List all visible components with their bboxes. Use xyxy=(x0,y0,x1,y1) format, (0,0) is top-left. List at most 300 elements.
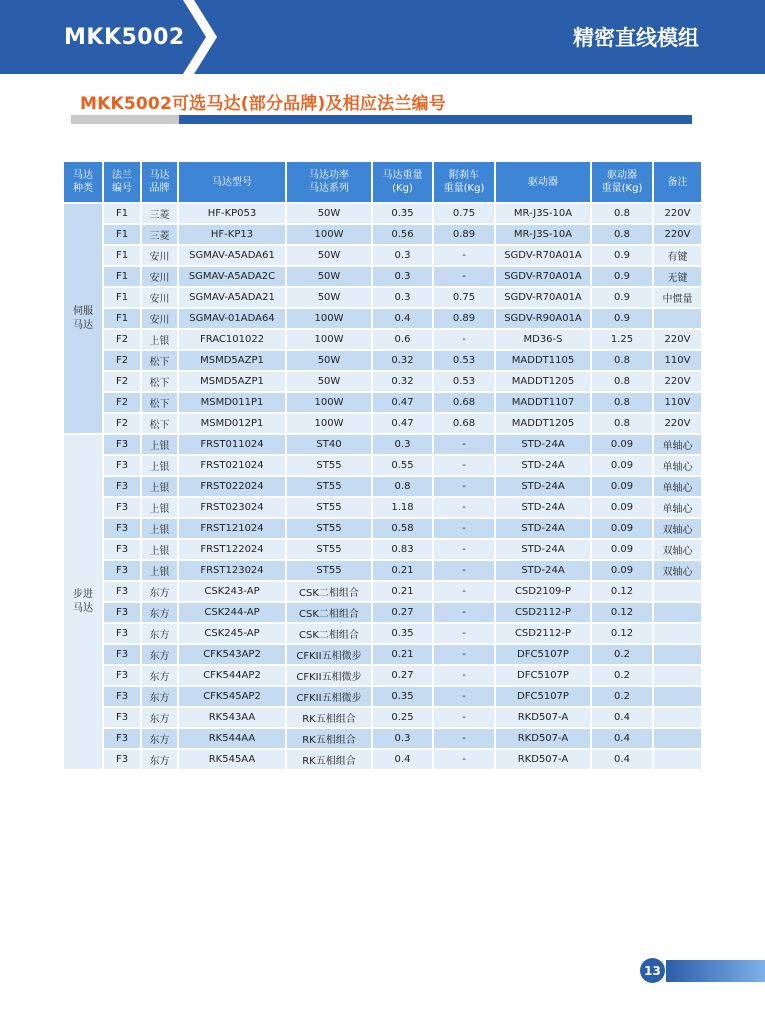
table-cell: FRST022024 xyxy=(179,477,285,496)
table-cell: 0.12 xyxy=(592,582,652,601)
table-cell: 有键 xyxy=(654,246,701,265)
table-cell: 0.53 xyxy=(434,351,494,370)
table-cell xyxy=(654,666,701,685)
table-cell: 0.35 xyxy=(373,687,432,706)
header-bar xyxy=(0,0,765,74)
table-cell: 双轴心 xyxy=(654,561,701,580)
table-cell: MD36-S xyxy=(496,330,590,349)
table-cell: MR-J3S-10A xyxy=(496,204,590,223)
table-cell: 50W xyxy=(287,267,371,286)
table-cell: F3 xyxy=(104,477,140,496)
table-cell: 0.09 xyxy=(592,456,652,475)
column-header-line: 附刹车 xyxy=(449,170,479,181)
table-cell: 单轴心 xyxy=(654,435,701,454)
table-cell: F3 xyxy=(104,498,140,517)
table-cell: - xyxy=(434,435,494,454)
table-cell: 东方 xyxy=(142,708,177,727)
table-row xyxy=(64,477,701,496)
table-cell: 0.3 xyxy=(373,288,432,307)
table-row xyxy=(64,624,701,643)
table-cell: CFK544AP2 xyxy=(179,666,285,685)
table-row xyxy=(64,414,701,433)
table-cell xyxy=(654,687,701,706)
table-row xyxy=(64,666,701,685)
table-cell xyxy=(654,624,701,643)
table-header-row xyxy=(64,162,701,202)
table-cell: 100W xyxy=(287,393,371,412)
table-cell: ST55 xyxy=(287,540,371,559)
table-cell: 三菱 xyxy=(142,204,177,223)
table-cell: RKD507-A xyxy=(496,729,590,748)
table-cell: CSK二相组合 xyxy=(287,603,371,622)
title-rule-gray xyxy=(71,115,179,124)
table-cell: 0.32 xyxy=(373,372,432,391)
table-cell: 0.8 xyxy=(592,372,652,391)
motor-type-label: 马达 xyxy=(73,603,93,614)
table-row xyxy=(64,561,701,580)
table-cell: - xyxy=(434,729,494,748)
table-cell: 安川 xyxy=(142,246,177,265)
column-header xyxy=(287,162,371,202)
table-cell: F3 xyxy=(104,729,140,748)
table-row xyxy=(64,603,701,622)
table-cell: STD-24A xyxy=(496,561,590,580)
table-cell: 0.09 xyxy=(592,519,652,538)
table-row xyxy=(64,393,701,412)
table-cell: CSK245-AP xyxy=(179,624,285,643)
column-header-line: 驱动器 xyxy=(528,176,558,188)
table-cell: 0.35 xyxy=(373,624,432,643)
table-cell: 0.4 xyxy=(373,750,432,769)
table-cell: F3 xyxy=(104,603,140,622)
table-cell: 0.09 xyxy=(592,435,652,454)
table-cell: 0.8 xyxy=(592,393,652,412)
table-row xyxy=(64,687,701,706)
table-row xyxy=(64,582,701,601)
table-cell xyxy=(654,309,701,328)
table-cell: 0.25 xyxy=(373,708,432,727)
table-cell: 0.9 xyxy=(592,309,652,328)
table-cell: RK543AA xyxy=(179,708,285,727)
table-cell: CSK243-AP xyxy=(179,582,285,601)
table-cell: F1 xyxy=(104,288,140,307)
column-header-line: 马达 xyxy=(149,170,170,181)
column-header xyxy=(104,162,140,202)
column-header-line: 驱动器 xyxy=(607,170,637,181)
table-cell: DFC5107P xyxy=(496,645,590,664)
table-cell: RK544AA xyxy=(179,729,285,748)
table-cell: MSMD011P1 xyxy=(179,393,285,412)
table-cell: ST55 xyxy=(287,498,371,517)
table-cell: 0.75 xyxy=(434,288,494,307)
table-cell: 0.68 xyxy=(434,393,494,412)
table-cell: 东方 xyxy=(142,603,177,622)
column-header xyxy=(434,162,494,202)
table-row xyxy=(64,456,701,475)
table-cell: 东方 xyxy=(142,645,177,664)
table-cell: F2 xyxy=(104,393,140,412)
table-cell: SGDV-R70A01A xyxy=(496,288,590,307)
table-cell: - xyxy=(434,750,494,769)
table-row xyxy=(64,288,701,307)
table-cell: - xyxy=(434,477,494,496)
table-cell: 安川 xyxy=(142,267,177,286)
table-cell: 0.21 xyxy=(373,582,432,601)
table-cell: ST55 xyxy=(287,477,371,496)
table-cell: 东方 xyxy=(142,624,177,643)
table-cell: STD-24A xyxy=(496,540,590,559)
table-cell: RK五相组合 xyxy=(287,750,371,769)
table-cell: FRST021024 xyxy=(179,456,285,475)
table-row xyxy=(64,750,701,769)
column-header-line: 马达型号 xyxy=(212,176,252,188)
table-cell: - xyxy=(434,456,494,475)
table-cell: 0.8 xyxy=(592,204,652,223)
table-cell: 0.2 xyxy=(592,645,652,664)
table-cell: 上银 xyxy=(142,330,177,349)
table-cell: F3 xyxy=(104,645,140,664)
table-cell: - xyxy=(434,582,494,601)
table-cell: - xyxy=(434,624,494,643)
column-header-line: 编号 xyxy=(112,183,132,194)
table-cell: - xyxy=(434,708,494,727)
header-model-text: MKK5002 xyxy=(64,24,185,50)
column-header xyxy=(592,162,652,202)
table-cell: 松下 xyxy=(142,393,177,412)
table-cell: 0.8 xyxy=(592,351,652,370)
table-cell: 三菱 xyxy=(142,225,177,244)
table-cell: 100W xyxy=(287,414,371,433)
table-cell: MADDT1107 xyxy=(496,393,590,412)
table-cell: MSMD5AZP1 xyxy=(179,351,285,370)
table-cell: 0.53 xyxy=(434,372,494,391)
table-cell: RKD507-A xyxy=(496,750,590,769)
table-cell: RK五相组合 xyxy=(287,708,371,727)
table-cell: 0.56 xyxy=(373,225,432,244)
table-cell: F2 xyxy=(104,372,140,391)
table-cell: F3 xyxy=(104,666,140,685)
table-cell: CFKII五相微步 xyxy=(287,687,371,706)
table-cell: STD-24A xyxy=(496,456,590,475)
table-body xyxy=(64,204,701,769)
table-cell: FRST122024 xyxy=(179,540,285,559)
table-cell: F3 xyxy=(104,582,140,601)
table-cell: 松下 xyxy=(142,414,177,433)
table-cell: MSMD012P1 xyxy=(179,414,285,433)
table-cell: 0.89 xyxy=(434,309,494,328)
table-cell: F3 xyxy=(104,624,140,643)
table-cell: HF-KP13 xyxy=(179,225,285,244)
column-header-line: 法兰 xyxy=(112,170,132,181)
column-header-line: 马达重量 xyxy=(382,170,423,181)
table-cell: 0.27 xyxy=(373,603,432,622)
table-cell: FRST023024 xyxy=(179,498,285,517)
table-row xyxy=(64,330,701,349)
table-row xyxy=(64,729,701,748)
table-cell: F2 xyxy=(104,351,140,370)
table-row xyxy=(64,267,701,286)
table-cell: FRST123024 xyxy=(179,561,285,580)
table-cell: 0.75 xyxy=(434,204,494,223)
table-cell: 0.32 xyxy=(373,351,432,370)
table-cell: 0.9 xyxy=(592,246,652,265)
table-cell: 0.9 xyxy=(592,288,652,307)
table-cell: 东方 xyxy=(142,582,177,601)
table-cell xyxy=(654,729,701,748)
table-cell: FRST121024 xyxy=(179,519,285,538)
table-row xyxy=(64,225,701,244)
motor-type-cell xyxy=(64,204,102,433)
table-cell: ST55 xyxy=(287,456,371,475)
table-cell: - xyxy=(434,603,494,622)
table-cell xyxy=(654,708,701,727)
table-cell: CSD2112-P xyxy=(496,603,590,622)
table-cell: 0.09 xyxy=(592,477,652,496)
table-cell: SGMAV-01ADA64 xyxy=(179,309,285,328)
table-cell: 上银 xyxy=(142,477,177,496)
table-cell: SGDV-R70A01A xyxy=(496,246,590,265)
table-cell: SGMAV-A5ADA21 xyxy=(179,288,285,307)
table-cell: 上银 xyxy=(142,456,177,475)
table-cell: 50W xyxy=(287,351,371,370)
table-cell: F3 xyxy=(104,687,140,706)
table-cell: 单轴心 xyxy=(654,477,701,496)
table-cell: F2 xyxy=(104,414,140,433)
table-cell: F1 xyxy=(104,267,140,286)
table-cell: F3 xyxy=(104,519,140,538)
table-cell: RK五相组合 xyxy=(287,729,371,748)
table-row xyxy=(64,435,701,454)
table-cell: 上银 xyxy=(142,498,177,517)
table-cell: RK545AA xyxy=(179,750,285,769)
table-cell: - xyxy=(434,561,494,580)
table-cell: 双轴心 xyxy=(654,519,701,538)
table-cell: - xyxy=(434,519,494,538)
table-cell: - xyxy=(434,540,494,559)
table-cell: DFC5107P xyxy=(496,666,590,685)
table-cell: 0.9 xyxy=(592,267,652,286)
table-cell: 上银 xyxy=(142,519,177,538)
table-cell: 0.09 xyxy=(592,540,652,559)
table-cell: STD-24A xyxy=(496,519,590,538)
table-cell: HF-KP053 xyxy=(179,204,285,223)
table-cell: 220V xyxy=(654,204,701,223)
title-rule-blue xyxy=(179,115,692,124)
table-cell: 0.8 xyxy=(592,225,652,244)
table-cell xyxy=(654,750,701,769)
table-cell: STD-24A xyxy=(496,435,590,454)
table-cell: 上银 xyxy=(142,540,177,559)
table-cell: CSK244-AP xyxy=(179,603,285,622)
table-cell: 东方 xyxy=(142,750,177,769)
table-row xyxy=(64,519,701,538)
column-header-line: 重量(Kg) xyxy=(443,183,485,194)
table-row xyxy=(64,498,701,517)
table-cell: 0.83 xyxy=(373,540,432,559)
table-cell: - xyxy=(434,687,494,706)
table-cell: 0.4 xyxy=(592,750,652,769)
table-cell: 0.21 xyxy=(373,645,432,664)
table-cell: 东方 xyxy=(142,729,177,748)
table-cell: SGDV-R90A01A xyxy=(496,309,590,328)
table-cell: ST55 xyxy=(287,561,371,580)
table-cell: DFC5107P xyxy=(496,687,590,706)
table-cell: 50W xyxy=(287,288,371,307)
table-cell: SGMAV-A5ADA2C xyxy=(179,267,285,286)
column-header xyxy=(179,162,285,202)
column-header xyxy=(64,162,102,202)
table-cell: MADDT1205 xyxy=(496,414,590,433)
table-cell: CSD2109-P xyxy=(496,582,590,601)
table-cell: 0.47 xyxy=(373,393,432,412)
table-cell: 100W xyxy=(287,309,371,328)
column-header-line: (Kg) xyxy=(392,183,413,194)
table-cell: 松下 xyxy=(142,372,177,391)
column-header-line: 备注 xyxy=(667,176,688,188)
table-cell: MSMD5AZP1 xyxy=(179,372,285,391)
column-header-line: 马达系列 xyxy=(309,183,349,194)
table-cell: 0.2 xyxy=(592,666,652,685)
table-row xyxy=(64,645,701,664)
table-row xyxy=(64,204,701,223)
table-cell: F3 xyxy=(104,435,140,454)
table-cell xyxy=(654,603,701,622)
table-cell: 东方 xyxy=(142,666,177,685)
table-cell: - xyxy=(434,267,494,286)
table-cell: F3 xyxy=(104,708,140,727)
table-cell: SGDV-R70A01A xyxy=(496,267,590,286)
table-cell: 上银 xyxy=(142,561,177,580)
motor-type-label: 步进 xyxy=(73,589,93,600)
table-cell: 220V xyxy=(654,225,701,244)
table-cell: CSK二相组合 xyxy=(287,624,371,643)
table-cell: MR-J3S-10A xyxy=(496,225,590,244)
table-cell: STD-24A xyxy=(496,477,590,496)
table-cell: 0.47 xyxy=(373,414,432,433)
table-cell: 无键 xyxy=(654,267,701,286)
table-cell: 50W xyxy=(287,204,371,223)
table-cell: 100W xyxy=(287,330,371,349)
table-cell: 0.12 xyxy=(592,624,652,643)
table-cell: 50W xyxy=(287,246,371,265)
table-cell: 1.25 xyxy=(592,330,652,349)
table-cell: F3 xyxy=(104,561,140,580)
column-header-line: 品牌 xyxy=(149,183,170,194)
motor-type-label: 伺服 xyxy=(73,305,93,317)
table-cell: 0.3 xyxy=(373,729,432,748)
table-cell: STD-24A xyxy=(496,498,590,517)
table-cell: 0.09 xyxy=(592,561,652,580)
table-cell: 1.18 xyxy=(373,498,432,517)
table-cell: RKD507-A xyxy=(496,708,590,727)
table-cell: - xyxy=(434,330,494,349)
table-cell: MADDT1105 xyxy=(496,351,590,370)
table-cell: ST40 xyxy=(287,435,371,454)
table-cell: 0.3 xyxy=(373,267,432,286)
column-header-line: 种类 xyxy=(73,183,93,194)
table-cell: F1 xyxy=(104,309,140,328)
table-cell: 0.89 xyxy=(434,225,494,244)
table-cell: F3 xyxy=(104,456,140,475)
header-product-name: 精密直线模组 xyxy=(573,26,699,50)
table-row xyxy=(64,708,701,727)
table-cell: F1 xyxy=(104,204,140,223)
table-cell: 0.4 xyxy=(592,729,652,748)
table-cell: 110V xyxy=(654,393,701,412)
table-cell: F1 xyxy=(104,225,140,244)
table-cell: 上银 xyxy=(142,435,177,454)
table-cell: 0.27 xyxy=(373,666,432,685)
table-cell: 0.4 xyxy=(373,309,432,328)
table-cell: 松下 xyxy=(142,351,177,370)
column-header xyxy=(142,162,177,202)
column-header xyxy=(496,162,590,202)
table-cell: 0.3 xyxy=(373,435,432,454)
table-cell: 220V xyxy=(654,330,701,349)
page-number: 13 xyxy=(640,958,665,983)
table-cell: 0.8 xyxy=(373,477,432,496)
table-cell: 安川 xyxy=(142,309,177,328)
table-cell: - xyxy=(434,498,494,517)
column-header xyxy=(654,162,701,202)
table-cell: F1 xyxy=(104,246,140,265)
table-cell: F3 xyxy=(104,540,140,559)
table-cell: FRST011024 xyxy=(179,435,285,454)
table-cell: 0.58 xyxy=(373,519,432,538)
table-cell xyxy=(654,645,701,664)
table-cell: - xyxy=(434,246,494,265)
table-row xyxy=(64,540,701,559)
column-header-line: 马达功率 xyxy=(309,170,349,181)
table-cell: 220V xyxy=(654,414,701,433)
table-row xyxy=(64,309,701,328)
table-cell: 单轴心 xyxy=(654,456,701,475)
table-cell: F2 xyxy=(104,330,140,349)
section-title: MKK5002可选马达(部分品牌)及相应法兰编号 xyxy=(80,94,446,114)
table-cell: CFKII五相微步 xyxy=(287,645,371,664)
table-cell: FRAC101022 xyxy=(179,330,285,349)
table-cell: MADDT1205 xyxy=(496,372,590,391)
table-cell: ST55 xyxy=(287,519,371,538)
table-cell: 双轴心 xyxy=(654,540,701,559)
table-cell: 安川 xyxy=(142,288,177,307)
header-model xyxy=(0,0,206,74)
footer-bar xyxy=(666,960,765,982)
table-cell: 0.21 xyxy=(373,561,432,580)
column-header-line: 马达 xyxy=(73,170,93,181)
table-cell: 0.4 xyxy=(592,708,652,727)
table-row xyxy=(64,351,701,370)
table-cell: 东方 xyxy=(142,687,177,706)
table-cell: SGMAV-A5ADA61 xyxy=(179,246,285,265)
table-cell: 0.6 xyxy=(373,330,432,349)
table-row xyxy=(64,246,701,265)
table-cell: 0.09 xyxy=(592,498,652,517)
table-cell xyxy=(654,582,701,601)
table-cell: CFKII五相微步 xyxy=(287,666,371,685)
motor-spec-table xyxy=(62,160,703,771)
table-row xyxy=(64,372,701,391)
table-cell: 0.35 xyxy=(373,204,432,223)
table-cell: 100W xyxy=(287,225,371,244)
table-cell: 50W xyxy=(287,372,371,391)
table-cell: 单轴心 xyxy=(654,498,701,517)
table-cell: 中惯量 xyxy=(654,288,701,307)
motor-type-label: 马达 xyxy=(73,319,93,331)
table-cell: 0.68 xyxy=(434,414,494,433)
table-cell: 0.55 xyxy=(373,456,432,475)
column-header xyxy=(373,162,432,202)
